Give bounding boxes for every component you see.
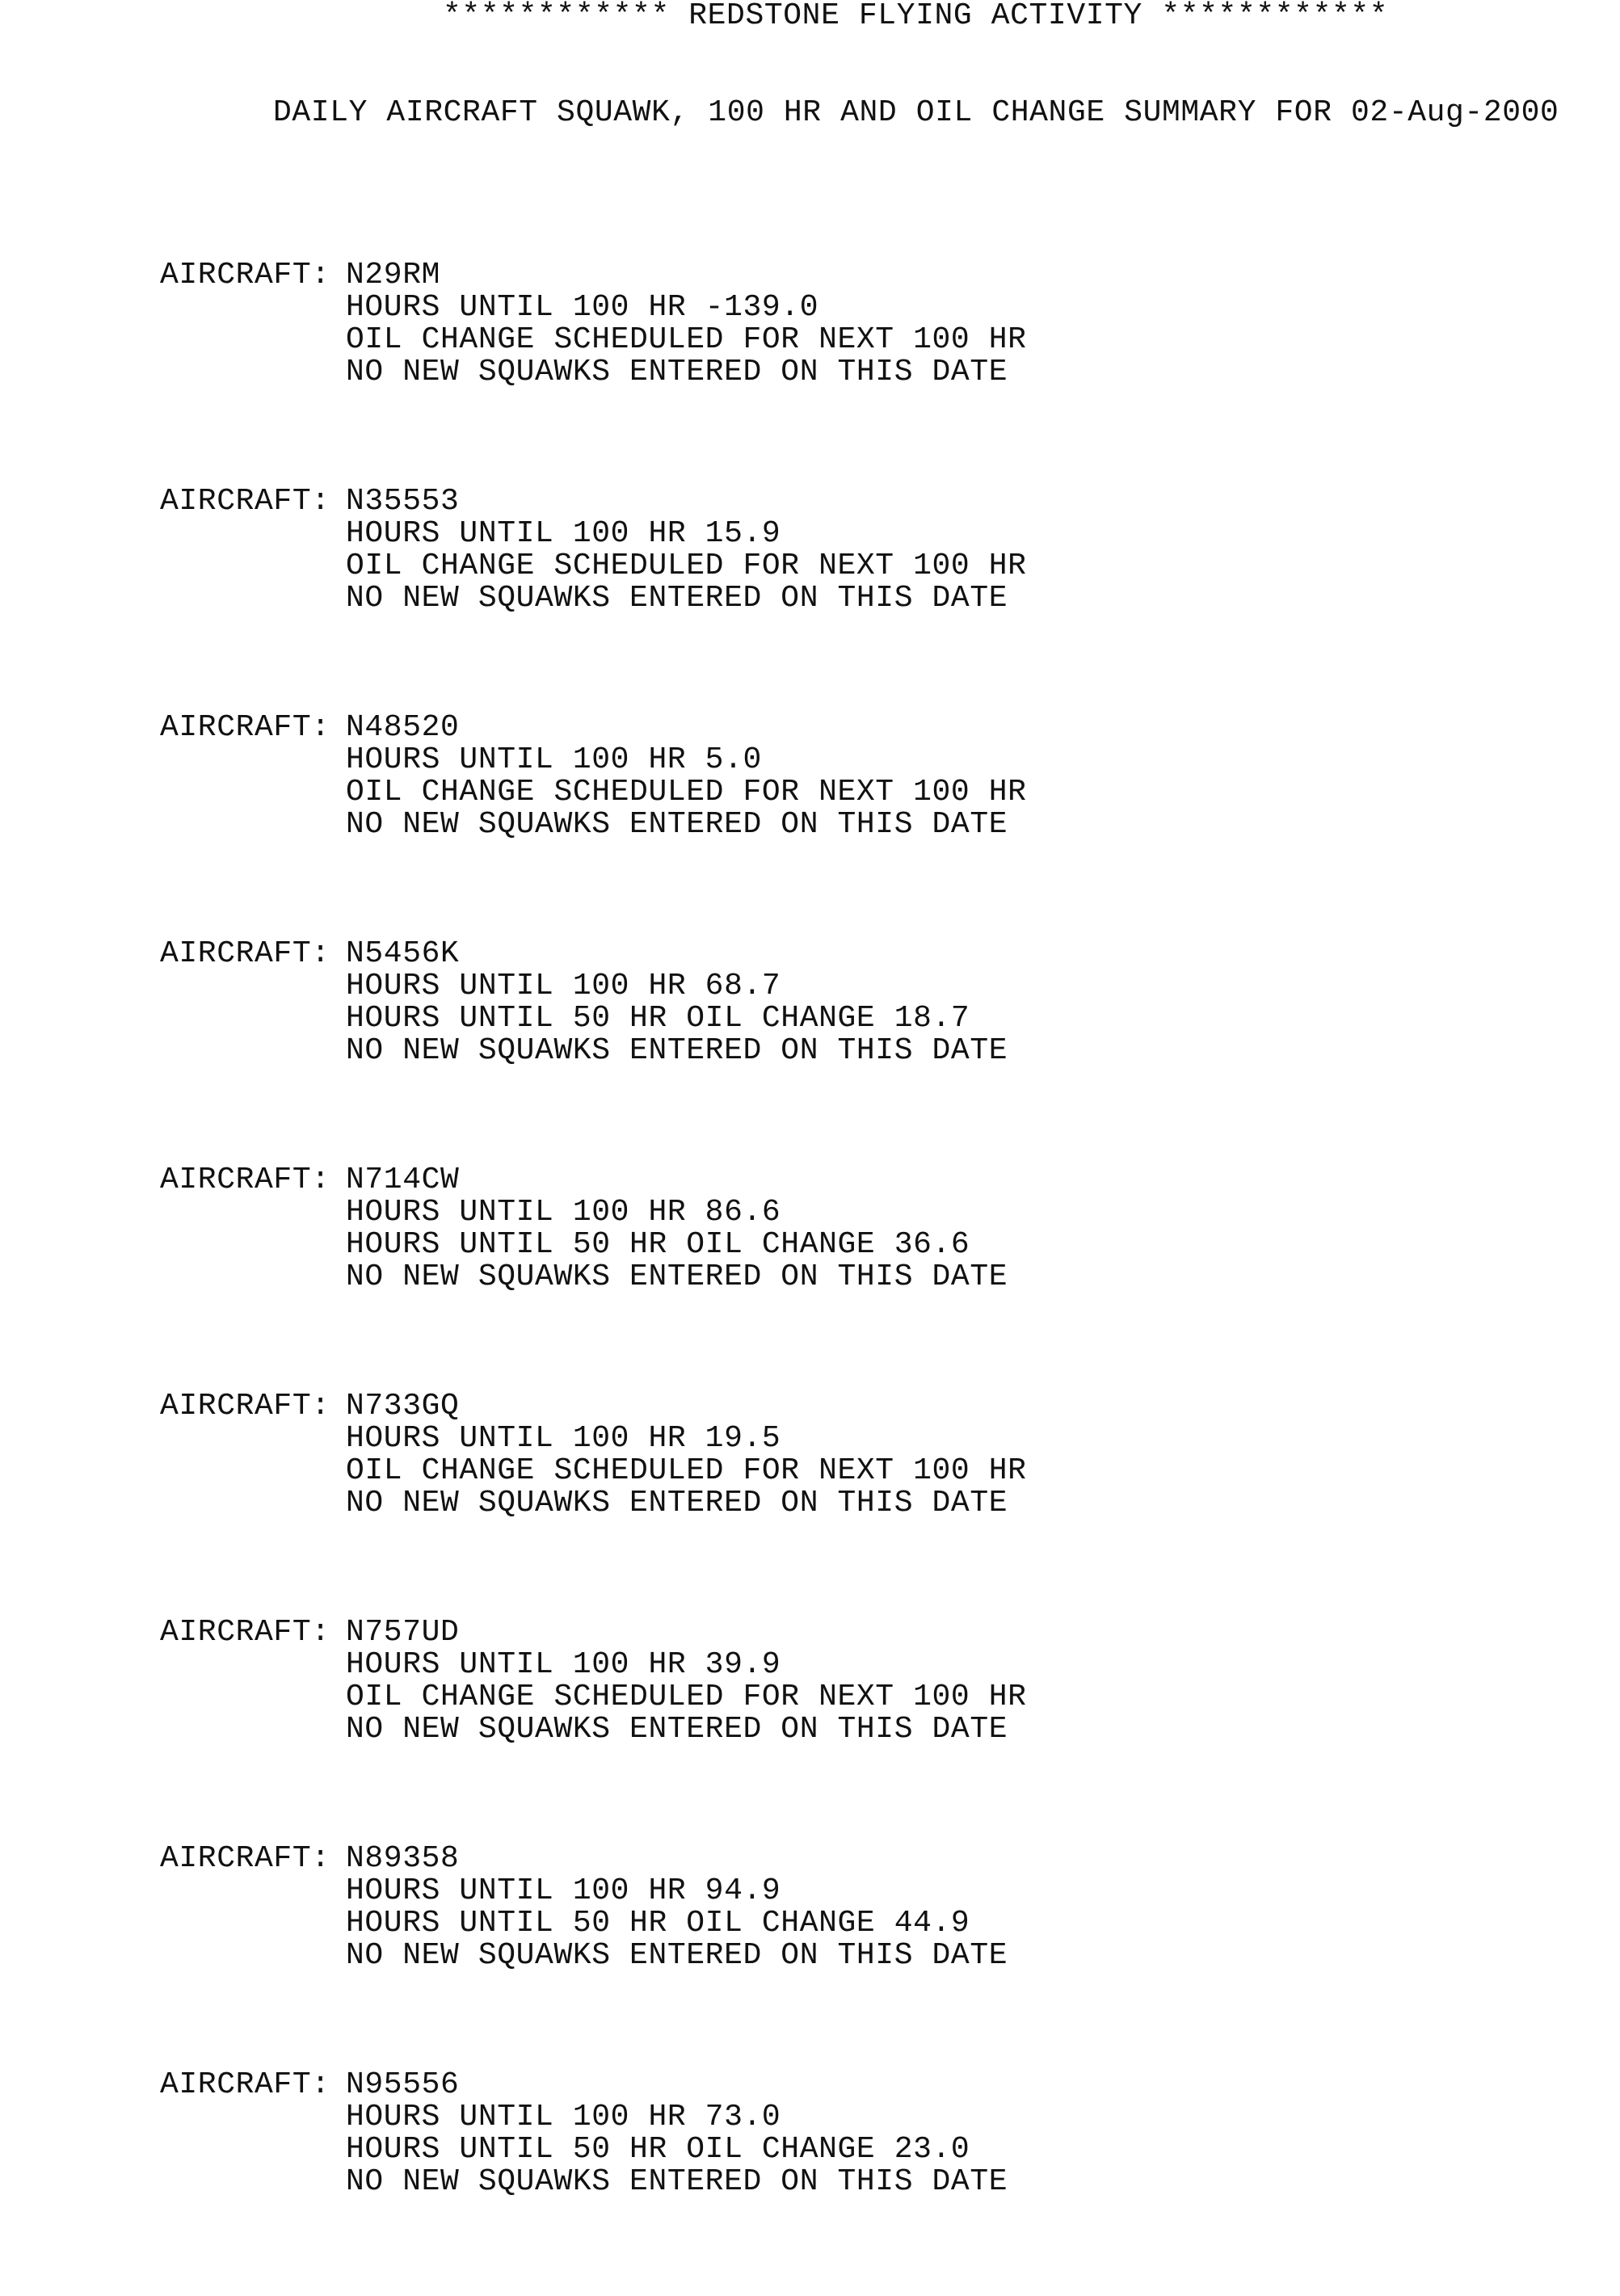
hours-until-100hr: HOURS UNTIL 100 HR 94.9 (346, 1873, 781, 1908)
aircraft-id: N5456K (346, 936, 460, 971)
squawk-status: NO NEW SQUAWKS ENTERED ON THIS DATE (346, 1486, 1008, 1520)
aircraft-id: N757UD (346, 1615, 460, 1650)
hours-until-100hr: HOURS UNTIL 100 HR 86.6 (346, 1195, 781, 1230)
aircraft-label: AIRCRAFT: (160, 710, 330, 745)
aircraft-label: AIRCRAFT: (160, 484, 330, 519)
aircraft-record (160, 938, 1372, 1100)
aircraft-id: N35553 (346, 484, 460, 519)
hours-until-100hr: HOURS UNTIL 100 HR 39.9 (346, 1647, 781, 1682)
aircraft-label: AIRCRAFT: (160, 258, 330, 292)
oil-change-status: OIL CHANGE SCHEDULED FOR NEXT 100 HR (346, 1453, 1027, 1488)
squawk-status: NO NEW SQUAWKS ENTERED ON THIS DATE (346, 1259, 1008, 1294)
aircraft-record (160, 1390, 1372, 1552)
hours-until-100hr: HOURS UNTIL 100 HR -139.0 (346, 290, 819, 325)
aircraft-label: AIRCRAFT: (160, 936, 330, 971)
aircraft-record (160, 486, 1372, 647)
hours-until-100hr: HOURS UNTIL 100 HR 5.0 (346, 742, 762, 777)
squawk-status: NO NEW SQUAWKS ENTERED ON THIS DATE (346, 1938, 1008, 1973)
aircraft-label: AIRCRAFT: (160, 1615, 330, 1650)
aircraft-label: AIRCRAFT: (160, 1389, 330, 1423)
page-subtitle: DAILY AIRCRAFT SQUAWK, 100 HR AND OIL CHANGE SUMMARY FOR 02-Aug-2000 (273, 95, 1559, 130)
hours-until-100hr: HOURS UNTIL 100 HR 73.0 (346, 2100, 781, 2134)
hours-until-100hr: HOURS UNTIL 100 HR 15.9 (346, 516, 781, 551)
aircraft-label: AIRCRAFT: (160, 2067, 330, 2102)
aircraft-record (160, 1164, 1372, 1326)
aircraft-record (160, 259, 1372, 421)
aircraft-id: N714CW (346, 1163, 460, 1197)
oil-change-status: OIL CHANGE SCHEDULED FOR NEXT 100 HR (346, 322, 1027, 357)
squawk-status: NO NEW SQUAWKS ENTERED ON THIS DATE (346, 355, 1008, 389)
hours-until-100hr: HOURS UNTIL 100 HR 19.5 (346, 1421, 781, 1456)
squawk-status: NO NEW SQUAWKS ENTERED ON THIS DATE (346, 807, 1008, 842)
oil-change-status: HOURS UNTIL 50 HR OIL CHANGE 44.9 (346, 1906, 970, 1941)
squawk-status: NO NEW SQUAWKS ENTERED ON THIS DATE (346, 2164, 1008, 2199)
page-title: ************ REDSTONE FLYING ACTIVITY ************ (443, 0, 1389, 33)
aircraft-label: AIRCRAFT: (160, 1163, 330, 1197)
aircraft-record (160, 2069, 1372, 2231)
squawk-status: NO NEW SQUAWKS ENTERED ON THIS DATE (346, 1033, 1008, 1068)
aircraft-record (160, 1617, 1372, 1778)
squawk-status: NO NEW SQUAWKS ENTERED ON THIS DATE (346, 581, 1008, 616)
aircraft-record (160, 712, 1372, 873)
oil-change-status: HOURS UNTIL 50 HR OIL CHANGE 36.6 (346, 1227, 970, 1262)
oil-change-status: OIL CHANGE SCHEDULED FOR NEXT 100 HR (346, 549, 1027, 583)
oil-change-status: HOURS UNTIL 50 HR OIL CHANGE 18.7 (346, 1001, 970, 1036)
oil-change-status: OIL CHANGE SCHEDULED FOR NEXT 100 HR (346, 775, 1027, 809)
aircraft-record-list (160, 195, 1372, 2295)
aircraft-id: N29RM (346, 258, 441, 292)
aircraft-id: N89358 (346, 1841, 460, 1876)
oil-change-status: OIL CHANGE SCHEDULED FOR NEXT 100 HR (346, 1680, 1027, 1714)
aircraft-id: N733GQ (346, 1389, 460, 1423)
aircraft-id: N95556 (346, 2067, 460, 2102)
squawk-status: NO NEW SQUAWKS ENTERED ON THIS DATE (346, 1712, 1008, 1747)
aircraft-label: AIRCRAFT: (160, 1841, 330, 1876)
hours-until-100hr: HOURS UNTIL 100 HR 68.7 (346, 969, 781, 1003)
aircraft-id: N48520 (346, 710, 460, 745)
oil-change-status: HOURS UNTIL 50 HR OIL CHANGE 23.0 (346, 2132, 970, 2167)
aircraft-record (160, 1843, 1372, 2004)
